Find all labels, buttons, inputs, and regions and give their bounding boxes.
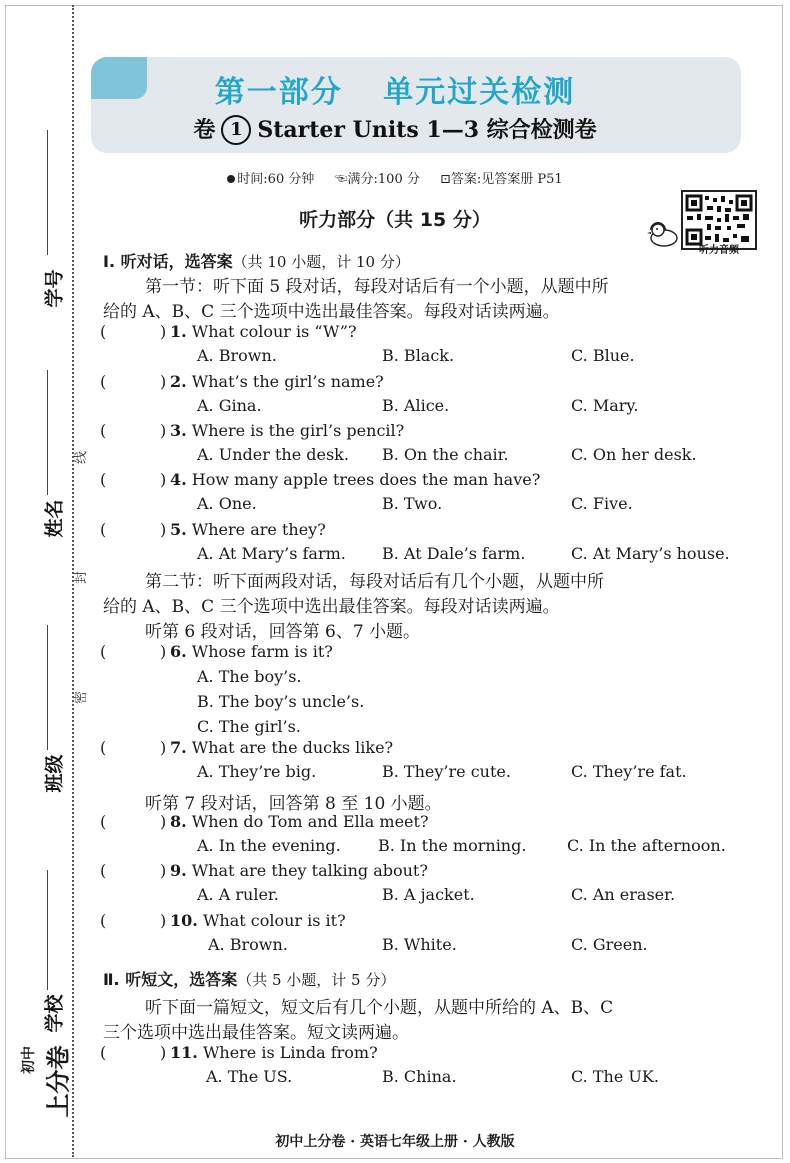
seal-mark-3: 密 <box>74 690 90 705</box>
question-stem: Where is Linda from? <box>202 1043 378 1062</box>
option-c[interactable]: C. The UK. <box>571 1067 659 1086</box>
option-c[interactable]: C. On her desk. <box>571 445 697 464</box>
paper-title <box>0 113 790 145</box>
section2-instructions-line1: 第二节：听下面两段对话，每段对话后有几个小题，从题中所 <box>145 572 604 592</box>
answer-blank-close: ) <box>160 421 167 440</box>
answer-icon: ⊡ <box>439 172 451 187</box>
answer-blank-open[interactable]: ( <box>100 738 107 757</box>
school-label: 学校 <box>43 994 66 1033</box>
question-stem: What are they talking about? <box>191 861 428 880</box>
student-id-line <box>47 130 49 255</box>
question-text <box>170 911 346 930</box>
answer-blank-close: ) <box>160 520 167 539</box>
option-a[interactable]: A. In the evening. <box>197 836 341 855</box>
score-info: 满分:100 分 <box>347 172 420 187</box>
name-label: 姓名 <box>43 499 66 538</box>
option-c[interactable]: C. Mary. <box>571 396 639 415</box>
question-text <box>170 861 428 880</box>
section1-instructions-line2: 给的 A、B、C 三个选项中选出最佳答案。每段对话读两遍。 <box>103 302 560 322</box>
answer-blank-open[interactable]: ( <box>100 470 107 489</box>
option-c[interactable]: C. Green. <box>571 935 648 954</box>
class-label: 班级 <box>43 754 66 793</box>
answer-blank-close: ) <box>160 372 167 391</box>
question-number: 11. <box>170 1043 198 1062</box>
question-number: 10. <box>170 911 198 930</box>
answer-blank-close: ) <box>160 738 167 757</box>
question-number: 2. <box>170 372 187 391</box>
option-c[interactable]: C. Five. <box>571 494 633 513</box>
answer-blank-close: ) <box>160 470 167 489</box>
page-footer: 初中上分卷 · 英语七年级上册 · 人教版 <box>275 1134 515 1150</box>
answer-blank-close: ) <box>160 1043 167 1062</box>
answer-blank-open[interactable]: ( <box>100 421 107 440</box>
option-b[interactable]: B. The boy’s uncle’s. <box>197 692 365 711</box>
answer-blank-close: ) <box>160 322 167 341</box>
option-b[interactable]: B. On the chair. <box>382 445 509 464</box>
option-a[interactable]: A. Brown. <box>208 935 288 954</box>
option-a[interactable]: A. At Mary’s farm. <box>197 544 346 563</box>
option-b[interactable]: B. Alice. <box>382 396 450 415</box>
question-number: 7. <box>170 738 187 757</box>
question-text <box>170 421 404 440</box>
clock-icon <box>227 175 235 183</box>
answer-blank-close: ) <box>160 642 167 661</box>
dialog6-intro: 听第 6 段对话，回答第 6、7 小题。 <box>145 622 421 642</box>
option-c[interactable]: C. In the afternoon. <box>567 836 726 855</box>
student-id-label: 学号 <box>43 269 66 308</box>
option-b[interactable]: B. Two. <box>382 494 443 513</box>
name-line <box>47 370 49 495</box>
option-a[interactable]: A. A ruler. <box>197 885 279 904</box>
option-b[interactable]: B. In the morning. <box>378 836 527 855</box>
answer-blank-open[interactable]: ( <box>100 322 107 341</box>
answer-blank-open[interactable]: ( <box>100 372 107 391</box>
answer-info: 答案:见答案册 P51 <box>450 172 563 187</box>
option-b[interactable]: B. White. <box>382 935 457 954</box>
class-line <box>47 625 49 750</box>
brand-large: 上分卷 <box>44 1045 73 1118</box>
paper-number: 1 <box>221 115 251 145</box>
part-name: 单元过关检测 <box>383 75 576 110</box>
question-stem: When do Tom and Ella meet? <box>191 812 429 831</box>
seal-mark-1: 线 <box>74 450 90 465</box>
question-stem: Whose farm is it? <box>191 642 333 661</box>
option-a[interactable]: A. Under the desk. <box>197 445 349 464</box>
answer-blank-open[interactable]: ( <box>100 642 107 661</box>
option-c[interactable]: C. At Mary’s house. <box>571 544 730 563</box>
question-text <box>170 520 326 539</box>
part2-instructions-line1: 听下面一篇短文，短文后有几个小题，从题中所给的 A、B、C <box>145 998 614 1018</box>
option-a[interactable]: A. Gina. <box>197 396 262 415</box>
question-stem: How many apple trees does the man have? <box>191 470 541 489</box>
question-number: 3. <box>170 421 187 440</box>
answer-blank-open[interactable]: ( <box>100 1043 107 1062</box>
question-stem: Where are they? <box>191 520 326 539</box>
option-a[interactable]: A. One. <box>197 494 257 513</box>
option-b[interactable]: B. At Dale’s farm. <box>382 544 526 563</box>
brand-small: 初中 <box>21 1046 37 1074</box>
option-a[interactable]: A. The US. <box>206 1067 293 1086</box>
part2-heading: Ⅱ. 听短文，选答案（共 5 小题，计 5 分） <box>103 970 396 989</box>
option-c[interactable]: C. They’re fat. <box>571 762 687 781</box>
dialog7-intro: 听第 7 段对话，回答第 8 至 10 小题。 <box>145 794 442 814</box>
question-stem: Where is the girl’s pencil? <box>191 421 405 440</box>
question-text <box>170 738 393 757</box>
question-number: 5. <box>170 520 187 539</box>
question-stem: What colour is “W”? <box>191 322 357 341</box>
answer-blank-open[interactable]: ( <box>100 861 107 880</box>
paper-prefix: 卷 <box>193 117 216 143</box>
question-number: 4. <box>170 470 187 489</box>
question-stem: What’s the girl’s name? <box>191 372 384 391</box>
question-text <box>170 1043 378 1062</box>
answer-blank-close: ) <box>160 911 167 930</box>
answer-blank-close: ) <box>160 861 167 880</box>
option-a[interactable]: A. The boy’s. <box>197 667 302 686</box>
time-info: 时间:60 分钟 <box>237 172 315 187</box>
exam-meta <box>0 168 790 187</box>
question-stem: What are the ducks like? <box>191 738 394 757</box>
brand-logo <box>12 1042 73 1122</box>
option-b[interactable]: B. They’re cute. <box>382 762 511 781</box>
part-title <box>0 67 790 111</box>
option-c[interactable]: C. An eraser. <box>571 885 676 904</box>
paper-title-text: Starter Units 1—3 综合检测卷 <box>257 117 597 143</box>
option-b[interactable]: B. Black. <box>382 346 455 365</box>
seal-mark-2: 封 <box>74 570 90 585</box>
answer-blank-open[interactable]: ( <box>100 520 107 539</box>
option-c[interactable]: C. Blue. <box>571 346 635 365</box>
option-b[interactable]: B. China. <box>382 1067 457 1086</box>
part1-heading: Ⅰ. 听对话，选答案（共 10 小题，计 10 分） <box>103 252 410 271</box>
answer-blank-close: ) <box>160 812 167 831</box>
question-number: 9. <box>170 861 187 880</box>
question-text <box>170 642 333 661</box>
part2-instructions-line2: 三个选项中选出最佳答案。短文读两遍。 <box>103 1023 409 1043</box>
answer-blank-open[interactable]: ( <box>100 812 107 831</box>
answer-blank-open[interactable]: ( <box>100 911 107 930</box>
question-number: 1. <box>170 322 187 341</box>
question-text <box>170 812 429 831</box>
option-a[interactable]: A. They’re big. <box>197 762 317 781</box>
listening-section-title: 听力部分（共 15 分） <box>299 209 491 231</box>
question-number: 8. <box>170 812 187 831</box>
question-stem: What colour is it? <box>202 911 346 930</box>
option-c[interactable]: C. The girl’s. <box>197 717 301 736</box>
question-number: 6. <box>170 642 187 661</box>
section1-instructions-line1: 第一节：听下面 5 段对话，每段对话后有一个小题，从题中所 <box>145 277 609 297</box>
question-text <box>170 372 384 391</box>
option-a[interactable]: A. Brown. <box>197 346 277 365</box>
option-b[interactable]: B. A jacket. <box>382 885 475 904</box>
question-text <box>170 322 357 341</box>
school-line <box>47 870 49 990</box>
qr-caption: 听力音频 <box>699 245 739 256</box>
score-icon: ☜ <box>334 172 348 187</box>
section2-instructions-line2: 给的 A、B、C 三个选项中选出最佳答案。每段对话读两遍。 <box>103 597 560 617</box>
question-text <box>170 470 540 489</box>
part-label: 第一部分 <box>214 75 343 110</box>
